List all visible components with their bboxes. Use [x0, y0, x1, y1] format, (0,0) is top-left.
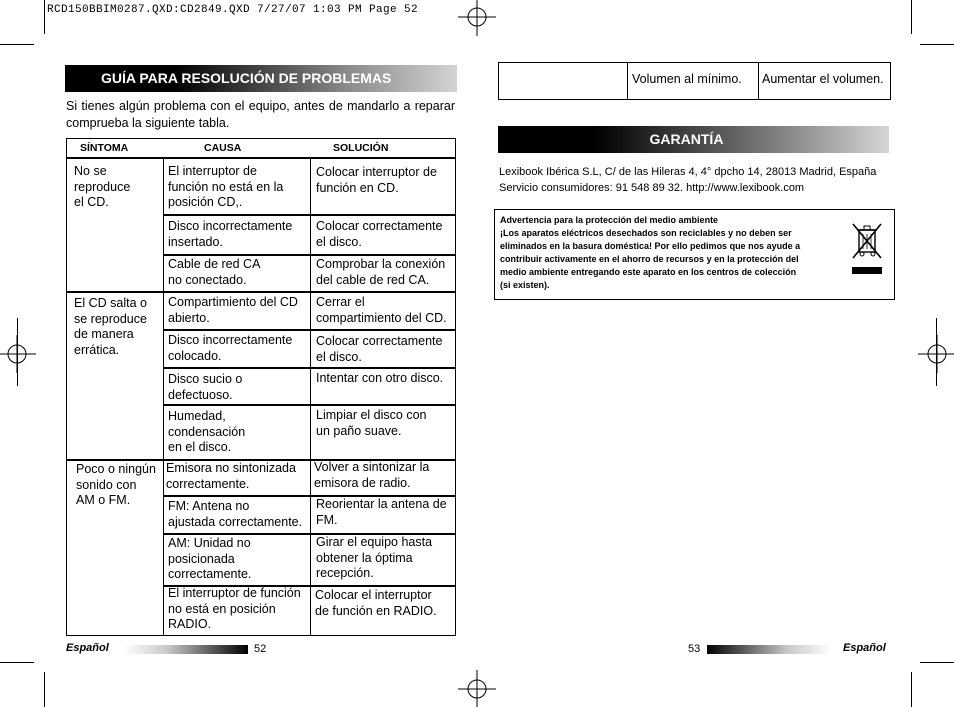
- header-cause: CAUSA: [204, 142, 242, 154]
- cause-cell: FM: Antena no ajustada correctamente.: [168, 499, 303, 529]
- column-divider: [310, 159, 311, 635]
- cause-cell: Cable de red CA no conectado.: [168, 257, 261, 287]
- cause-cell: Disco incorrectamente insertado.: [168, 219, 293, 249]
- footer-gradient-bar: [707, 645, 831, 654]
- solution-cell: Limpiar el disco con un paño suave.: [316, 408, 427, 438]
- crop-mark: [44, 0, 45, 34]
- solution-cell: Cerrar el compartimiento del CD.: [316, 295, 447, 325]
- header-solution: SOLUCIÓN: [333, 142, 389, 154]
- cause-cell: El interruptor de función no está en la posición CD,.: [168, 164, 284, 209]
- cause-cell: Volumen al mínimo.: [632, 72, 742, 86]
- intro-paragraph: Si tienes algún problema con el equipo, antes de mandarlo a reparar comprueba la siguiente tabla.: [66, 99, 455, 130]
- registration-mark-top: [458, 0, 496, 36]
- company-address: [499, 165, 876, 196]
- crop-mark: [17, 318, 18, 386]
- symptom-cell: Poco o ningún sonido con AM o FM.: [76, 462, 156, 507]
- solution-cell: Colocar el interruptor de función en RADIO.: [315, 588, 437, 618]
- crop-mark: [44, 672, 45, 707]
- registration-mark-left: [0, 335, 36, 373]
- solution-cell: Aumentar el volumen.: [762, 72, 884, 86]
- footer-gradient-bar: [124, 645, 248, 654]
- crossed-out-wheelie-bin-icon: [851, 222, 883, 278]
- header-symptom: SÍNTOMA: [80, 142, 129, 154]
- solution-cell: Reorientar la antena de FM.: [316, 497, 447, 527]
- crop-mark: [920, 662, 954, 663]
- environment-warning-box: [494, 209, 895, 300]
- crop-mark: [920, 44, 954, 45]
- crop-mark: [911, 0, 912, 34]
- company-contact-line: Servicio consumidores: 91 548 89 32. http://www.lexibook.com: [499, 181, 805, 194]
- cause-cell: Compartimiento del CD abierto.: [168, 295, 298, 325]
- crop-mark: [936, 318, 937, 386]
- solution-cell: Comprobar la conexión del cable de red CA.: [316, 257, 446, 287]
- cause-cell: Disco incorrectamente colocado.: [168, 333, 293, 363]
- company-address-line: Lexibook Ibérica S.L, C/ de las Hileras 4, 4° dpcho 14, 28013 Madrid, España: [499, 166, 877, 178]
- section-header-warranty: GARANTÍA: [498, 126, 889, 153]
- solution-cell: Volver a sintonizar la emisora de radio.: [314, 460, 430, 490]
- cause-cell: El interruptor de función no está en posición RADIO.: [168, 586, 301, 631]
- column-divider: [627, 63, 628, 99]
- solution-cell: Girar el equipo hasta obtener la óptima recepción.: [316, 535, 433, 580]
- registration-mark-bottom: [458, 670, 496, 707]
- troubleshooting-table: [66, 138, 456, 636]
- solution-cell: Colocar interruptor de función en CD.: [316, 165, 437, 195]
- environment-warning-text: Advertencia para la protección del medio ambiente ¡Los aparatos eléctricos desechados son reciclables y no deben ser eliminados en la basura doméstica! Por ello pedimos que nos ayude a contribuir activamente en el ahorro de recursos y en la protección del medio ambiente entregando este aparato en los centros de colección (si existen).: [500, 215, 801, 290]
- page-number-right: 53: [688, 643, 701, 655]
- cause-cell: AM: Unidad no posicionada correctamente.: [168, 536, 252, 581]
- continued-table-row: [498, 62, 891, 100]
- solution-cell: Colocar correctamente el disco.: [316, 334, 443, 364]
- row-divider: [164, 367, 455, 369]
- row-divider: [164, 404, 455, 406]
- solution-cell: Colocar correctamente el disco.: [316, 219, 443, 249]
- symptom-cell: El CD salta o se reproduce de manera errática.: [74, 296, 147, 357]
- row-divider: [164, 214, 455, 216]
- column-divider: [758, 63, 759, 99]
- group-divider: [67, 291, 455, 293]
- crop-mark: [911, 672, 912, 707]
- row-divider: [164, 329, 455, 331]
- cause-cell: Emisora no sintonizada correctamente.: [166, 461, 296, 491]
- print-slug: RCD150BBIM0287.QXD:CD2849.QXD 7/27/07 1:03 PM Page 52: [47, 4, 419, 16]
- footer-language-left: Español: [66, 642, 109, 654]
- column-divider: [163, 159, 164, 635]
- symptom-cell: No se reproduce el CD.: [74, 164, 131, 209]
- crop-mark: [0, 44, 34, 45]
- row-divider: [164, 254, 455, 256]
- crop-mark: [0, 662, 34, 663]
- footer-language-right: Español: [843, 642, 886, 654]
- table-header: [67, 139, 455, 159]
- cause-cell: Humedad, condensación en el disco.: [168, 409, 246, 454]
- page-number-left: 52: [254, 643, 267, 655]
- solution-cell: Intentar con otro disco.: [316, 371, 444, 385]
- cause-cell: Disco sucio o defectuoso.: [168, 372, 243, 402]
- section-header-troubleshooting: GUÍA PARA RESOLUCIÓN DE PROBLEMAS: [65, 65, 457, 92]
